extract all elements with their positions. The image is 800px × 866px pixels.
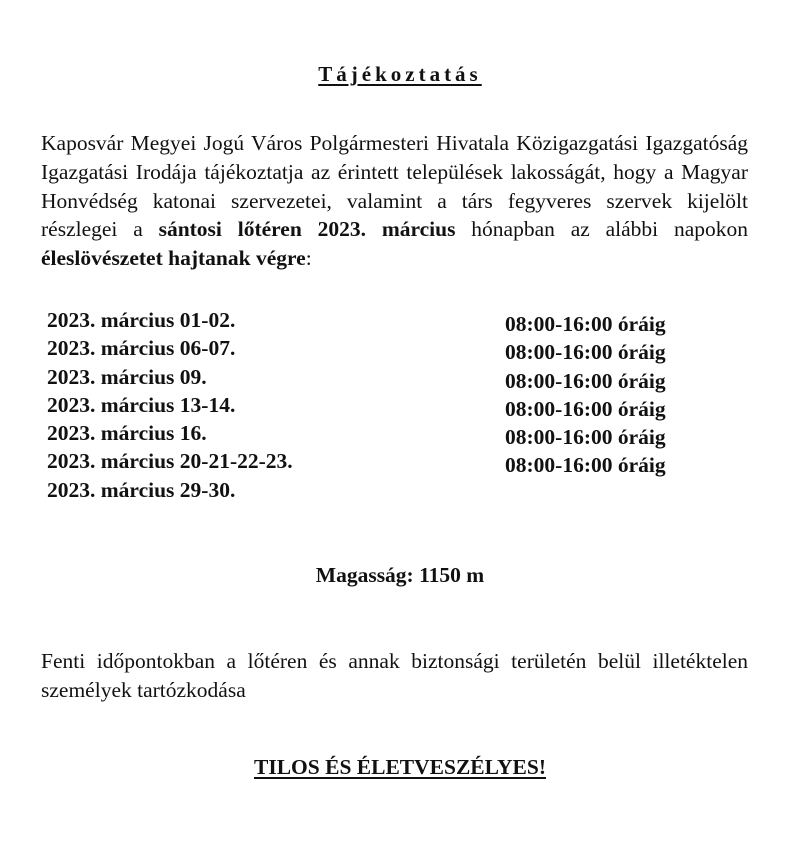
schedule-time: 08:00-16:00 óráig — [505, 368, 666, 393]
schedule-date: 2023. március 13-14. — [47, 392, 236, 417]
schedule-date: 2023. március 01-02. — [47, 308, 236, 332]
schedule-time: 08:00-16:00 óráig — [505, 312, 666, 336]
intro-text-2: hónapban az alábbi napokon — [455, 217, 749, 242]
schedule-row — [47, 447, 747, 478]
intro-text-3: : — [305, 246, 312, 271]
schedule-date: 2023. március 16. — [47, 421, 207, 446]
schedule-date: 2023. március 20-21-22-23. — [47, 449, 293, 474]
intro-bold-action: éleslövészetet hajtanak végre — [41, 246, 306, 271]
schedule-row — [47, 306, 747, 334]
schedule-date: 2023. március 06-07. — [47, 336, 236, 361]
schedule-time: 08:00-16:00 óráig — [505, 396, 666, 421]
warning-heading: TILOS ÉS ÉLETVESZÉLYES! — [254, 755, 546, 779]
schedule-row — [47, 334, 747, 365]
schedule-time: 08:00-16:00 óráig — [505, 340, 666, 365]
altitude-line: Magasság: 1150 m — [315, 563, 485, 587]
schedule-row — [47, 363, 747, 391]
schedule-list — [47, 306, 747, 504]
intro-bold-location: sántosi lőtéren 2023. március — [158, 217, 456, 242]
document-title: Tájékoztatás — [318, 62, 482, 86]
schedule-time: 08:00-16:00 óráig — [505, 425, 666, 450]
schedule-row — [47, 476, 747, 504]
warning-paragraph: Fenti időpontokban a lőtéren és annak biztonsági területén belül illetéktelen személyek tartózkodása — [41, 649, 748, 702]
schedule-date: 2023. március 09. — [47, 364, 207, 389]
schedule-row — [47, 391, 747, 419]
schedule-row — [47, 419, 747, 450]
intro-paragraph — [41, 129, 748, 273]
intro-text-1: Kaposvár Megyei Jogú Város Polgármesteri Hivatala Közigazgatási Igazgatóság Igazgatási Irodája tájékoztatja az érintett települések lakosságát, hogy a Magyar Honvédség katonai szervezetei, valamint a társ fegyveres szervek kijelölt részlegei a — [41, 131, 748, 242]
schedule-time: 08:00-16:00 óráig — [505, 453, 666, 478]
schedule-date: 2023. március 29-30. — [47, 477, 236, 502]
